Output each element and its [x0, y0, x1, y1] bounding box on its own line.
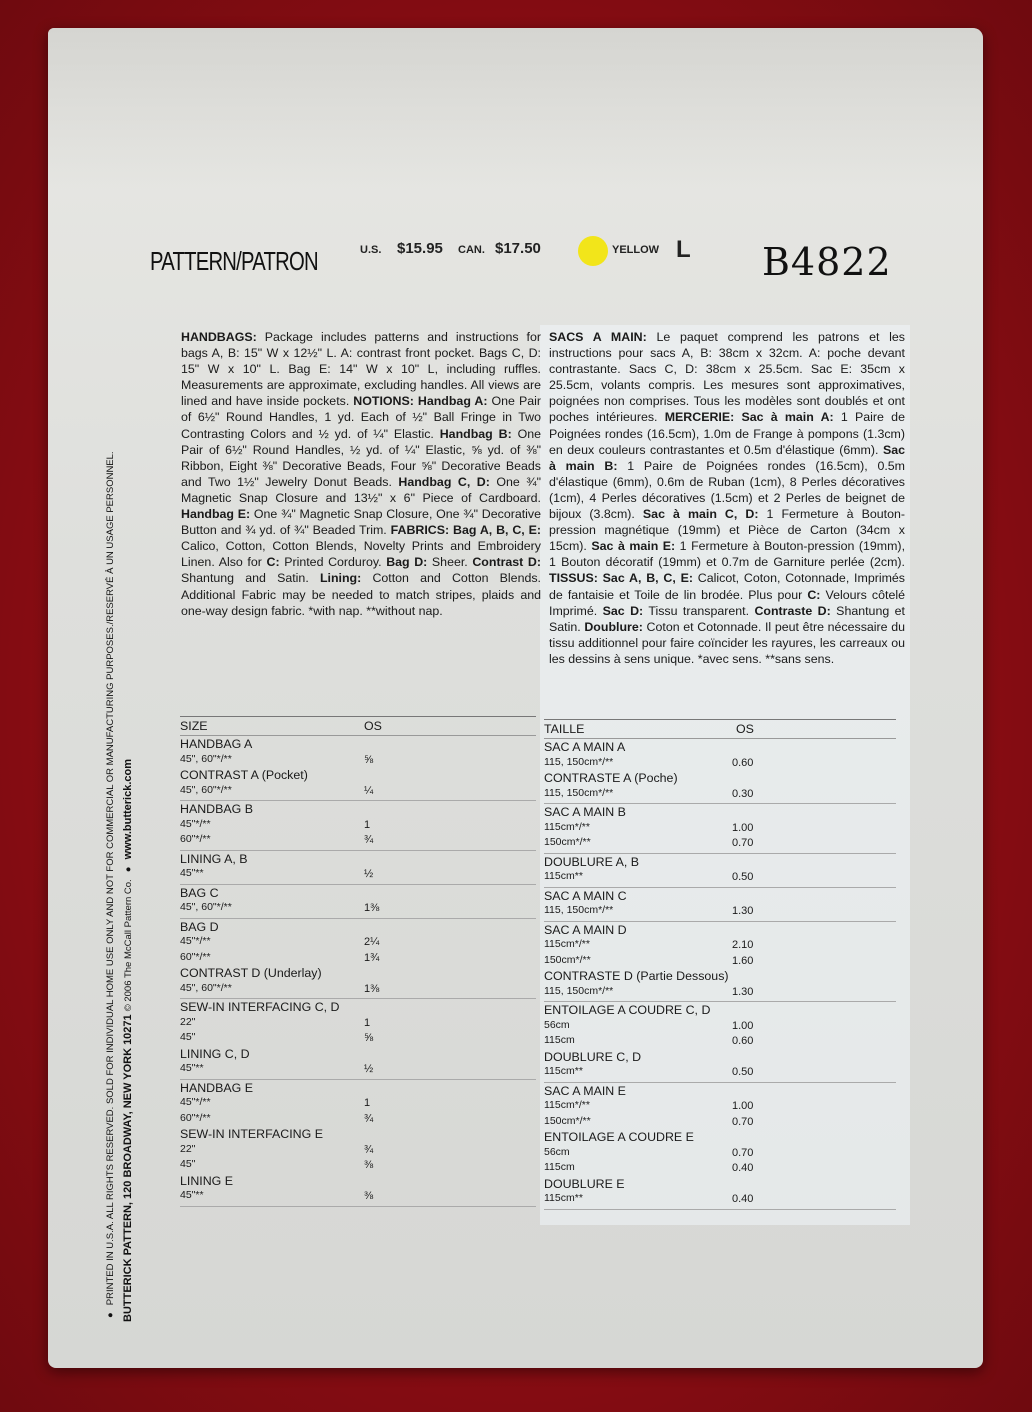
table-row: [180, 1047, 536, 1063]
row-label: LINING C, D: [180, 1046, 250, 1061]
table-row: [180, 784, 536, 800]
table-row: [180, 966, 536, 982]
row-value: 1⅜: [364, 982, 380, 995]
row-value: 0.70: [732, 1115, 754, 1128]
tissus-d: Tissu transparent.: [643, 603, 755, 618]
row-label: 45", 60"*/**: [180, 783, 232, 796]
table-row: [544, 1177, 896, 1193]
table-row: [544, 1003, 896, 1019]
handbags-text: Package includes patterns and instructions for bags A, B: 15" W x 12½" L. A: contrast front pocket. Bags C, D: 15" W x 10" L. Bag E: 14" W x 10" L, including ruffles. Measurements are approximate, excluding handles. All views are lined and have inside pockets.: [181, 330, 541, 409]
row-value: 0.60: [732, 756, 754, 769]
row-value: ¾: [364, 834, 374, 846]
table-row: [544, 787, 896, 803]
row-label: CONTRAST D (Underlay): [180, 966, 322, 980]
row-label: 45"*/**: [180, 1096, 211, 1108]
table-row: [544, 1084, 896, 1100]
tissus-heading: TISSUS: Sac A, B, C, E:: [549, 571, 693, 586]
table-row: [180, 1112, 536, 1128]
table-row: [544, 1065, 896, 1081]
english-description: [181, 329, 541, 619]
us-price: $15.95: [397, 240, 443, 257]
mercerie-b-heading: Sac à main B:: [549, 442, 905, 473]
row-label: 45", 60"*/**: [180, 752, 232, 765]
notions-b: One Pair of 6½" Round Handles, ½ yd. of ¼" Elastic, ⅝ yd. of ⅜" Ribbon, Eight ⅜" Decorative Beads, Four ⅝" Decorative Beads and Two 1½" Jewelry Donut Beads.: [181, 426, 542, 489]
row-value: 0.40: [732, 1162, 754, 1174]
row-label: 115cm: [544, 1034, 575, 1046]
side-publisher-text: [104, 322, 124, 1322]
row-value: 1: [364, 818, 371, 831]
row-label: 150cm*/**: [544, 953, 591, 966]
table-row: [544, 855, 896, 871]
table-row: [180, 935, 536, 951]
pattern-label: PATTERN/PATRON: [150, 246, 318, 276]
table-group: [544, 888, 896, 922]
table-row: [544, 870, 896, 886]
table-row: [544, 1034, 896, 1050]
table-row: [180, 1174, 536, 1190]
row-label: 115cm**: [544, 1065, 583, 1077]
row-label: 45"*/**: [180, 935, 211, 947]
table-row: [544, 889, 896, 905]
table-row: [180, 852, 536, 868]
table-group: [544, 854, 896, 888]
table-row: [544, 836, 896, 852]
table-row: [180, 768, 536, 784]
table-row: [544, 1161, 896, 1177]
color-dot-icon: [578, 236, 608, 266]
row-label: 150cm*/**: [544, 1114, 591, 1127]
row-value: 1.00: [732, 821, 754, 834]
english-yardage-table: [180, 716, 536, 1207]
table-row: [544, 923, 896, 939]
row-label: SEW-IN INTERFACING E: [180, 1127, 323, 1141]
row-value: 1: [364, 1016, 371, 1029]
row-label: 45"**: [180, 1189, 204, 1201]
row-value: 0.70: [732, 1146, 754, 1159]
row-label: 115, 150cm*/**: [544, 786, 614, 799]
table-row: [180, 833, 536, 849]
row-value: 1.60: [732, 954, 754, 967]
row-label: ENTOILAGE A COUDRE C, D: [544, 1003, 711, 1017]
mercerie-heading: MERCERIE: Sac à main A:: [664, 410, 834, 425]
table-row: [544, 756, 896, 772]
can-price-label: CAN.: [458, 244, 485, 256]
row-value: 1.00: [732, 1019, 754, 1032]
mercerie-a: 1 Paire de Poignées rondes (16.5cm), 1.0m de Frange à pompons (1.3cm) en deux couleurs contrastantes et 0.5m d'élastique (6mm).: [549, 410, 905, 457]
row-value: ⅝: [364, 753, 374, 766]
contrast-d: Shantung and Satin.: [181, 571, 309, 586]
table-row: [180, 1143, 536, 1159]
table-row: [180, 1000, 536, 1016]
row-value: 1.00: [732, 1100, 754, 1112]
lining-heading: Lining:: [319, 571, 362, 586]
row-value: 2¼: [364, 936, 380, 948]
table-header: [544, 719, 896, 739]
table-group: [544, 1002, 896, 1083]
row-label: 115cm*/**: [544, 938, 590, 950]
row-label: 150cm*/**: [544, 836, 591, 848]
row-value: 0.40: [732, 1193, 754, 1205]
table-body: [180, 736, 536, 1207]
pattern-number: B4822: [762, 240, 892, 284]
row-value: 1.30: [732, 985, 754, 998]
table-row: [180, 867, 536, 883]
row-label: 115cm**: [544, 1192, 583, 1204]
table-row: [180, 1189, 536, 1205]
row-value: 1⅜: [364, 902, 380, 914]
table-row: [180, 982, 536, 998]
side-notice: PRINTED IN U.S.A. ALL RIGHTS RESERVED. SOLD FOR INDIVIDUAL HOME USE ONLY AND NOT FOR COMMERCIAL OR MANUFACTURING PURPOSES./RESERVÉ À UN USAGE PERSONNEL.: [105, 451, 116, 1306]
table-row: [544, 821, 896, 837]
row-label: 45", 60"*/**: [180, 981, 232, 994]
row-value: 1.30: [732, 905, 754, 917]
row-value: 0.50: [732, 1066, 754, 1078]
table-row: [544, 1192, 896, 1208]
row-label: HANDBAG B: [180, 802, 253, 816]
table-row: [180, 1031, 536, 1047]
envelope-flap: [48, 28, 983, 188]
tissus-text: Calicot, Coton, Cotonnade, Imprimés de fantaisie et Toile de lin brodée. Plus pour: [549, 571, 906, 602]
row-label: BAG D: [180, 919, 219, 934]
row-label: BAG C: [180, 885, 219, 900]
contraste-d-heading: Contraste D:: [754, 603, 831, 618]
table-group: [180, 885, 536, 919]
table-row: [180, 1016, 536, 1032]
mercerie-cd: 1 Fermeture à Bouton-pression magnétique (19mm) et Pièce de Carton (34cm x 15cm).: [549, 507, 905, 554]
table-row: [180, 753, 536, 769]
fabrics-d: Sheer.: [427, 555, 473, 570]
table-group: [544, 739, 896, 804]
row-label: SAC A MAIN B: [544, 805, 626, 819]
table-row: [180, 818, 536, 834]
tissus-c: Velours côtelé Imprimé.: [549, 587, 905, 618]
table-row: [544, 985, 896, 1001]
row-label: 45": [180, 1158, 196, 1170]
table-group: [180, 736, 536, 801]
size-column-header: TAILLE: [544, 722, 585, 736]
table-row: [180, 1062, 536, 1078]
table-row: [544, 969, 896, 985]
mercerie-e-heading: Sac à main E:: [591, 539, 676, 554]
table-row: [180, 737, 536, 753]
fabrics-c: Printed Corduroy.: [279, 555, 387, 570]
row-value: 0.50: [732, 871, 754, 883]
row-label: 60"*/**: [180, 950, 211, 963]
row-label: HANDBAG A: [180, 737, 253, 751]
fabrics-d-heading: Bag D:: [386, 555, 428, 570]
row-label: 115cm**: [544, 870, 583, 882]
notions-e-heading: Handbag E:: [181, 507, 251, 522]
row-label: 60"*/**: [180, 833, 211, 845]
table-row: [544, 904, 896, 920]
table-group: [180, 999, 536, 1080]
table-row: [180, 920, 536, 936]
table-row: [544, 954, 896, 970]
mercerie-b: 1 Paire de Poignées rondes (16.5cm), 0.5m d'élastique (6mm), 0.6m de Ruban (1cm), 8 Perles décoratives (1cm), 4 Perles décoratives (1.5cm) et 2 Perles de beignet de bijoux (3.8cm).: [549, 458, 905, 522]
table-body: [544, 739, 896, 1210]
row-label: 115, 150cm*/**: [544, 984, 614, 997]
row-value: 0.30: [732, 787, 754, 800]
tissus-d-heading: Sac D:: [602, 603, 644, 618]
doublure-heading: Doublure:: [584, 619, 643, 634]
table-group: [180, 1080, 536, 1207]
row-value: 2.10: [732, 939, 754, 951]
table-row: [544, 1050, 896, 1066]
row-label: DOUBLURE E: [544, 1176, 625, 1191]
mercerie-e: 1 Fermeture à Bouton-pression (19mm), 1 Bouton décoratif (19mm) et 0.7m de Garniture perlée (2cm).: [549, 539, 906, 570]
side-bullet-2: ●: [123, 866, 134, 873]
table-row: [544, 1130, 896, 1146]
table-row: [180, 901, 536, 917]
fabrics-text: Calico, Cotton, Cotton Blends, Novelty Prints and Embroidery Linen. Also for: [181, 539, 541, 570]
notions-heading: NOTIONS: Handbag A:: [353, 394, 488, 409]
row-label: LINING E: [180, 1173, 234, 1188]
row-label: 45", 60"*/**: [180, 901, 232, 913]
lining-text: Cotton and Cotton Blends. Additional Fabric may be needed to match stripes, plaids and one-way design fabric. *with nap. **without nap.: [181, 571, 541, 618]
fabrics-c-heading: C:: [266, 555, 280, 570]
side-publisher-line: [122, 322, 142, 1322]
row-label: SAC A MAIN C: [544, 888, 627, 903]
row-label: 56cm: [544, 1145, 570, 1158]
os-column-header: OS: [736, 722, 754, 736]
table-row: [180, 802, 536, 818]
row-label: SEW-IN INTERFACING C, D: [180, 1000, 340, 1014]
color-name: YELLOW: [612, 244, 660, 256]
fabrics-heading: FABRICS: Bag A, B, C, E:: [390, 523, 541, 538]
row-label: 45"*/**: [180, 817, 211, 830]
row-label: 56cm: [544, 1018, 570, 1031]
row-label: ENTOILAGE A COUDRE E: [544, 1130, 694, 1144]
row-label: CONTRASTE D (Partie Dessous): [544, 969, 729, 983]
table-row: [544, 805, 896, 821]
can-price: $17.50: [495, 240, 541, 257]
os-column-header: OS: [364, 719, 382, 733]
notions-e: One ¾" Magnetic Snap Closure, One ¾" Decorative Button and ¾ yd. of ¾" Beaded Trim.: [181, 507, 542, 538]
row-label: 45": [180, 1031, 196, 1043]
mercerie-cd-heading: Sac à main C, D:: [642, 507, 759, 522]
contraste-d: Shantung et Satin.: [549, 603, 905, 634]
table-row: [544, 740, 896, 756]
notions-cd-heading: Handbag C, D:: [398, 474, 490, 489]
sacs-heading: SACS A MAIN:: [549, 330, 647, 344]
row-value: ⅜: [364, 1190, 374, 1202]
table-group: [180, 919, 536, 1000]
row-label: SAC A MAIN D: [544, 922, 627, 937]
row-value: ½: [364, 1063, 374, 1075]
row-label: DOUBLURE C, D: [544, 1049, 642, 1064]
notions-b-heading: Handbag B:: [439, 426, 512, 441]
row-label: SAC A MAIN E: [544, 1083, 626, 1098]
table-row: [544, 1115, 896, 1131]
handbags-heading: HANDBAGS:: [181, 330, 257, 344]
row-label: 45"**: [180, 1062, 204, 1074]
row-value: ¼: [364, 784, 374, 797]
table-row: [544, 1099, 896, 1115]
row-label: SAC A MAIN A: [544, 740, 626, 754]
notions-cd: One ¾" Magnetic Snap Closure and 13½" x 6" Piece of Cardboard.: [181, 474, 541, 505]
table-row: [544, 771, 896, 787]
row-value: ¾: [364, 1112, 374, 1125]
contrast-d-heading: Contrast D:: [472, 555, 541, 570]
row-label: 22": [180, 1015, 196, 1028]
row-label: 115cm: [544, 1161, 575, 1173]
size-letter: L: [676, 236, 691, 263]
row-label: HANDBAG E: [180, 1080, 253, 1095]
row-value: ¾: [364, 1143, 374, 1156]
side-bullet: ●: [105, 1312, 116, 1318]
table-header: [180, 716, 536, 736]
tissus-c-heading: C:: [807, 587, 821, 602]
side-publisher: BUTTERICK PATTERN, 120 BROADWAY, NEW YORK 10271: [122, 1014, 134, 1322]
table-row: [180, 886, 536, 902]
table-row: [180, 1096, 536, 1112]
size-column-header: SIZE: [180, 719, 208, 733]
row-label: 115, 150cm*/**: [544, 755, 614, 768]
row-label: 115cm*/**: [544, 820, 590, 833]
row-value: 1: [364, 1097, 371, 1109]
row-value: 0.70: [732, 837, 754, 849]
envelope-header: [150, 236, 910, 290]
row-label: 115, 150cm*/**: [544, 904, 614, 916]
row-value: 0.60: [732, 1035, 754, 1047]
row-label: CONTRAST A (Pocket): [180, 768, 308, 782]
table-group: [180, 851, 536, 885]
row-label: 45"**: [180, 867, 204, 879]
table-group: [544, 1083, 896, 1210]
row-label: DOUBLURE A, B: [544, 854, 640, 869]
table-group: [544, 804, 896, 854]
french-description: [549, 329, 905, 667]
table-row: [544, 1146, 896, 1162]
table-row: [544, 1019, 896, 1035]
table-row: [180, 1127, 536, 1143]
table-row: [544, 938, 896, 954]
table-group: [544, 922, 896, 1003]
row-label: LINING A, B: [180, 851, 248, 866]
side-website: www.butterick.com: [122, 758, 134, 860]
row-value: ⅜: [364, 1159, 374, 1171]
french-yardage-table: [544, 719, 896, 1210]
row-value: ½: [364, 868, 374, 880]
doublure-text: Coton et Cotonnade. Il peut être nécessaire du tissu additionnel pour faire coïncider les rayures, les carreaux ou les dessins à sens unique. *avec sens. **sans sens.: [549, 619, 905, 666]
row-label: 115cm*/**: [544, 1099, 590, 1111]
table-group: [180, 801, 536, 851]
us-price-label: U.S.: [360, 244, 382, 256]
side-copyright: © 2006 The McCall Pattern Co.: [123, 879, 134, 1012]
row-value: ⅝: [364, 1032, 374, 1044]
row-label: 22": [180, 1142, 196, 1155]
row-value: 1¾: [364, 951, 380, 964]
sacs-text: Le paquet comprend les patrons et les instructions pour sacs A, B: 38cm x 32cm. A: poche devant contrastante. Sacs C, D: 38cm x 25.5cm. Sac E: 35cm x 25.5cm, volants compris. Les mesures sont approximatives, poignées non comprises. Tous les modèles sont doublés et ont poches intérieures.: [549, 330, 906, 425]
table-row: [180, 1081, 536, 1097]
row-label: 60"*/**: [180, 1111, 211, 1124]
notions-a: One Pair of 6½" Round Handles, 1 yd. Each of ½" Ball Fringe in Two Contrasting Colors and ½ yd. of ¼" Elastic.: [181, 394, 541, 441]
row-label: CONTRASTE A (Poche): [544, 771, 678, 785]
table-row: [180, 1158, 536, 1174]
table-row: [180, 951, 536, 967]
